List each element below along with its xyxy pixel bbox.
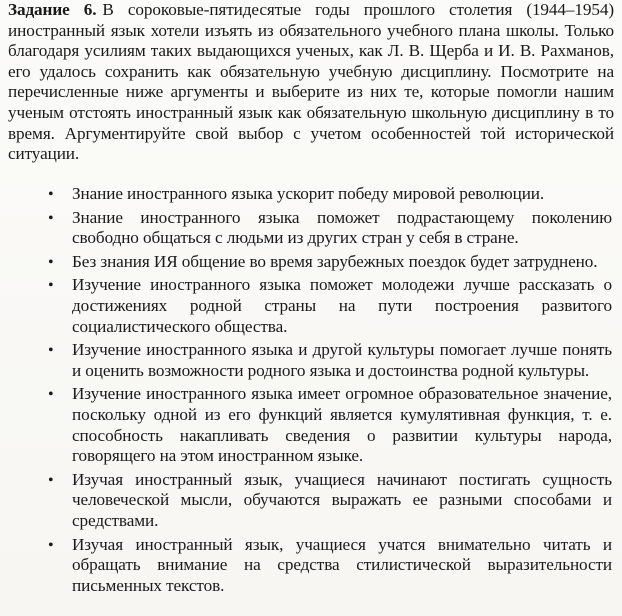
argument-item: [0, 184, 622, 205]
bullet-icon: •: [48, 209, 54, 227]
bullet-icon: •: [48, 186, 54, 203]
arguments-list: [0, 184, 622, 599]
argument-item: [0, 208, 622, 249]
argument-item: [0, 384, 622, 466]
bullet-icon: •: [48, 253, 54, 271]
bullet-icon: •: [48, 386, 54, 404]
argument-text: Изучая иностранный язык, учащиеся начинают постигать сущность человеческой мысли, обучаются выражать ее разными способами и средствами.: [72, 469, 612, 530]
argument-text: Изучение иностранного языка поможет молодежи лучше рассказать о достижениях родной страны на пути построения развитого социалистического общества.: [72, 275, 612, 336]
bullet-icon: •: [48, 536, 54, 554]
argument-item: [0, 470, 622, 532]
argument-text: Знание иностранного языка поможет подрастающему поколению свободно общаться с людьми из других стран у себя в стране.: [72, 207, 612, 248]
bullet-icon: •: [48, 342, 54, 360]
argument-text: Знание иностранного языка ускорит победу мировой революции.: [72, 184, 545, 203]
argument-text: Без знания ИЯ общение во время зарубежных поездок будет затруднено.: [72, 251, 598, 271]
task-text: В сороковые-пятидесятые годы прошлого столетия (1944–1954) иностранный язык хотели изъять из обязательного учебного плана школы. Только благодаря усилиям таких выдающихся ученых, как Л. В. Щерба и И. В. Рахманов, его удалось сохранить как обязательную учебную дисциплину. Посмотрите на перечисленные ниже аргументы и выберите из них те, которые помогли нашим ученым отстоять иностранный язык как обязательную школьную дисциплину в то время. Аргументируйте свой выбор с учетом особенностей той исторической ситуации.: [8, 0, 615, 164]
task-title: Задание 6.: [8, 0, 97, 19]
bullet-icon: •: [48, 277, 54, 295]
argument-item: [0, 340, 622, 381]
argument-text: Изучая иностранный язык, учащиеся учатся внимательно читать и обращать внимание на средства стилистической выразительности письменных текстов.: [72, 534, 612, 595]
argument-text: Изучение иностранного языка и другой культуры помогает лучше понять и оценить возможности родного языка и достоинства родной культуры.: [72, 340, 612, 380]
argument-item: [0, 535, 622, 597]
bullet-icon: •: [48, 471, 54, 489]
argument-text: Изучение иностранного языка имеет огромное образовательное значение, поскольку одной из его функций является кумулятивная функция, т. е. способность накапливать сведения о развитии культуры народа, говорящего на этом иностранном языке.: [72, 384, 612, 466]
argument-item: [0, 275, 622, 337]
task-paragraph: [8, 0, 614, 165]
argument-item: [0, 252, 622, 273]
